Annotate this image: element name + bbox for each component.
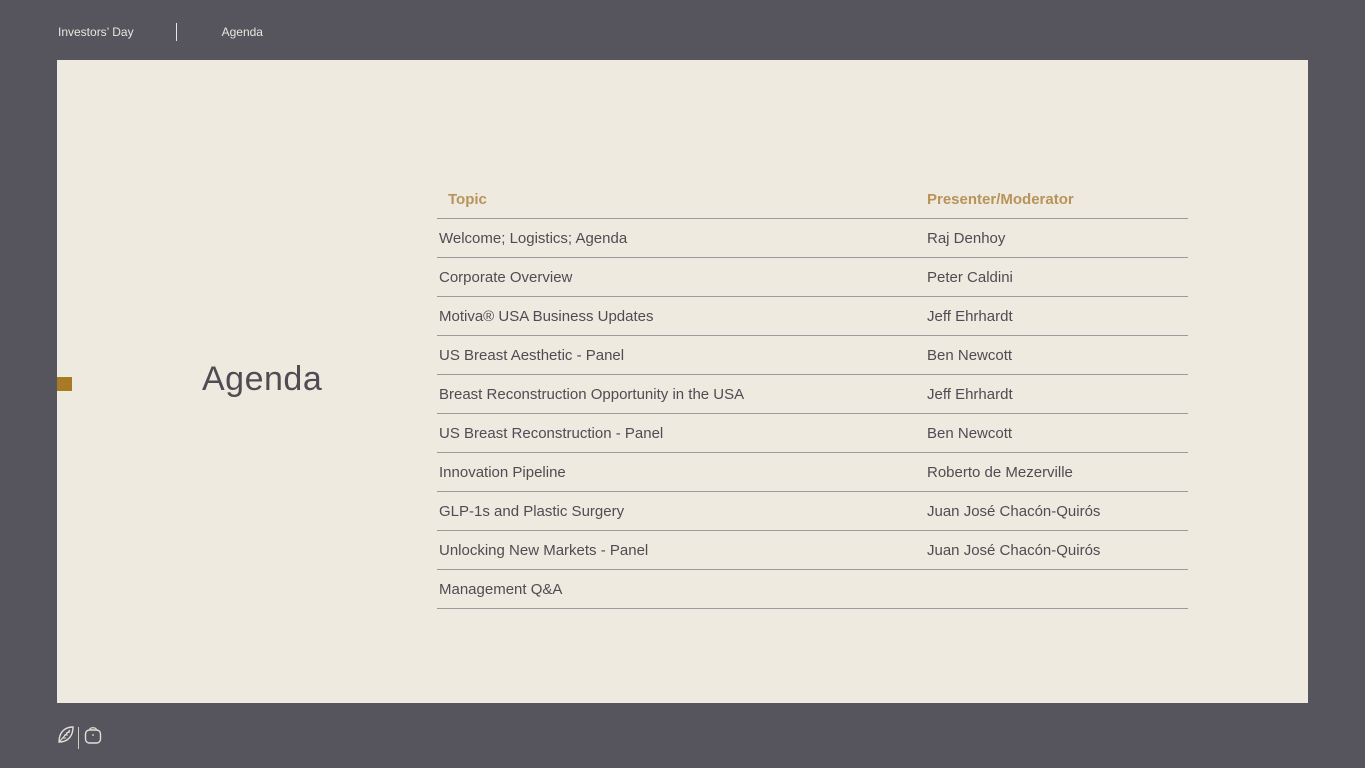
deck-title: Investors’ Day <box>58 25 134 39</box>
table-row <box>437 219 1188 258</box>
column-header-presenter: Presenter/Moderator <box>927 180 1188 219</box>
topic-cell: US Breast Aesthetic - Panel <box>437 336 927 375</box>
presenter-cell <box>927 570 1188 609</box>
slide <box>57 60 1308 703</box>
top-bar <box>58 22 263 42</box>
topic-cell: Management Q&A <box>437 570 927 609</box>
topic-cell: Unlocking New Markets - Panel <box>437 531 927 570</box>
bag-logo-icon <box>83 725 103 750</box>
accent-marker <box>57 377 72 391</box>
presenter-cell: Raj Denhoy <box>927 219 1188 258</box>
section-label: Agenda <box>221 25 263 39</box>
agenda-table <box>437 180 1188 609</box>
table-row <box>437 258 1188 297</box>
table-header-row <box>437 180 1188 219</box>
table-row <box>437 531 1188 570</box>
footer-logos <box>57 725 103 750</box>
table-row <box>437 492 1188 531</box>
presenter-cell: Roberto de Mezerville <box>927 453 1188 492</box>
topic-cell: GLP-1s and Plastic Surgery <box>437 492 927 531</box>
header-divider <box>176 23 177 41</box>
leaf-logo-icon <box>57 725 75 750</box>
presenter-cell: Juan José Chacón-Quirós <box>927 531 1188 570</box>
presenter-cell: Jeff Ehrhardt <box>927 375 1188 414</box>
presenter-cell: Peter Caldini <box>927 258 1188 297</box>
topic-cell: Innovation Pipeline <box>437 453 927 492</box>
topic-cell: Welcome; Logistics; Agenda <box>437 219 927 258</box>
presenter-cell: Ben Newcott <box>927 414 1188 453</box>
topic-cell: Breast Reconstruction Opportunity in the USA <box>437 375 927 414</box>
slide-title: Agenda <box>202 360 323 398</box>
table-row <box>437 570 1188 609</box>
table-row <box>437 297 1188 336</box>
presenter-cell: Juan José Chacón-Quirós <box>927 492 1188 531</box>
logo-divider <box>78 727 79 749</box>
topic-cell: US Breast Reconstruction - Panel <box>437 414 927 453</box>
presenter-cell: Ben Newcott <box>927 336 1188 375</box>
presenter-cell: Jeff Ehrhardt <box>927 297 1188 336</box>
table-row <box>437 375 1188 414</box>
topic-cell: Corporate Overview <box>437 258 927 297</box>
table-row <box>437 336 1188 375</box>
topic-cell: Motiva® USA Business Updates <box>437 297 927 336</box>
table-row <box>437 453 1188 492</box>
table-row <box>437 414 1188 453</box>
column-header-topic: Topic <box>437 180 927 219</box>
